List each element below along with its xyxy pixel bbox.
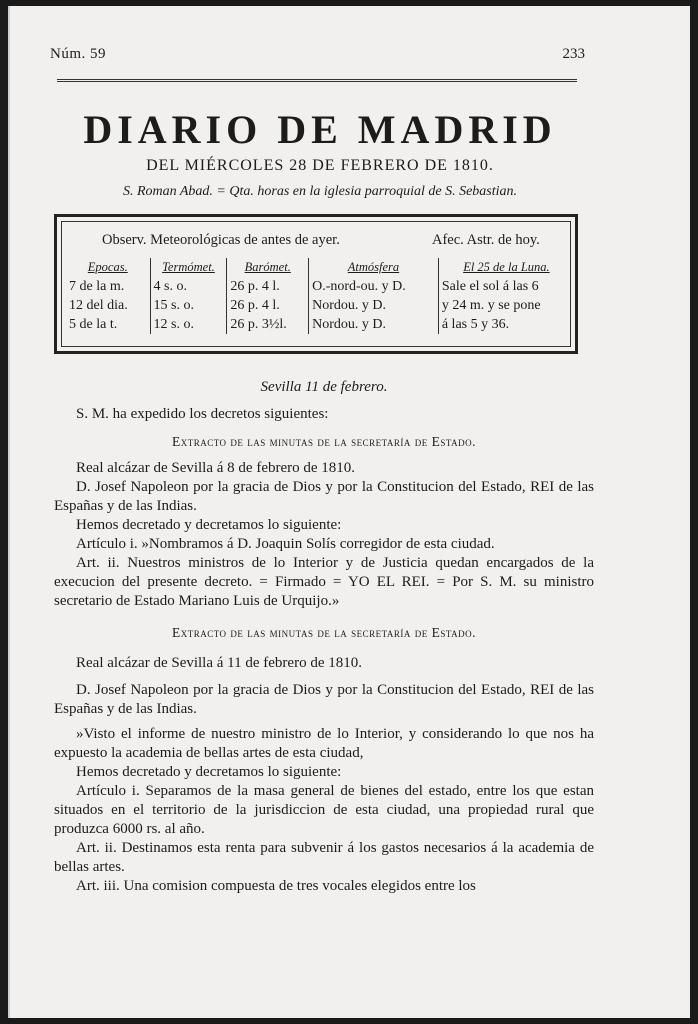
cell: 12 del dia.	[66, 296, 150, 315]
cell: 26 p. 4 l.	[227, 277, 309, 296]
cell: 5 de la t.	[66, 315, 150, 334]
decree1-hemos: Hemos decretado y decretamos lo siguiente:	[76, 517, 342, 533]
col-epocas: Epocas.	[66, 258, 150, 277]
cell: Nordou. y D.	[309, 315, 439, 334]
cell: 15 s. o.	[150, 296, 227, 315]
cell: O.-nord-ou. y D.	[309, 277, 439, 296]
newspaper-page	[8, 6, 690, 1018]
cell: 12 s. o.	[150, 315, 227, 334]
intro-text: S. M. ha expedido los decretos siguientes:	[76, 406, 329, 422]
cell: 26 p. 4 l.	[227, 296, 309, 315]
decree1-king: D. Josef Napoleon por la gracia de Dios y por la Constitucion del Estado, REI de las Españas y de las Indias.	[54, 479, 594, 514]
decree1-article-1: Artículo i. »Nombramos á D. Joaquin Solís corregidor de esta ciudad.	[76, 536, 495, 552]
decree2-visto: »Visto el informe de nuestro ministro de lo Interior, y considerando lo que nos ha expuesto la academia de bellas artes de esta ciudad,	[54, 726, 594, 761]
decree2-article-3: Art. iii. Una comision compuesta de tres vocales elegidos entre los	[76, 878, 476, 894]
col-luna: El 25 de la Luna.	[463, 260, 550, 274]
cell: á las 5 y 36.	[441, 317, 510, 332]
decree1-article-2: Art. ii. Nuestros ministros de lo Interior y de Justicia quedan encargados de la execucion del presente decreto. = Firmado = YO EL REI. = Por S. M. su ministro secretario de Estado Mariano Luis de Urquijo.»	[54, 555, 594, 609]
cell: 7 de la m.	[66, 277, 150, 296]
extract-title-2: Extracto de las minutas de la secretaría de Estado.	[171, 625, 477, 640]
table-row	[66, 296, 574, 315]
cell: 26 p. 3½l.	[227, 315, 309, 334]
cell: Sale el sol á las 6	[441, 279, 539, 294]
decree2-article-2: Art. ii. Destinamos esta renta para subvenir á los gastos necesarios á la academia de bellas artes.	[54, 840, 594, 875]
cell: 4 s. o.	[150, 277, 227, 296]
decree2-hemos: Hemos decretado y decretamos lo siguiente:	[76, 764, 342, 780]
weather-table	[66, 258, 574, 334]
decree2-article-1: Artículo i. Separamos de la masa general de bienes del estado, entre los que estan situados en el territorio de la jurisdiccion de esta ciudad, una propiedad rural que produzca 6000 rs. al año.	[54, 783, 594, 837]
weather-title: Observ. Meteorológicas de antes de ayer.	[102, 232, 340, 248]
astronomy-title: Afec. Astr. de hoy.	[432, 232, 540, 248]
saint-of-day: S. Roman Abad. = Qta. horas en la iglesia parroquial de S. Sebastian.	[122, 184, 518, 199]
table-row	[66, 277, 574, 296]
article-body	[54, 378, 594, 896]
cell: y 24 m. y se pone	[441, 298, 541, 313]
issue-date: DEL MIÉRCOLES 28 DE FEBRERO DE 1810.	[146, 157, 494, 174]
weather-observations-box	[54, 214, 578, 354]
issue-number: Núm. 59	[50, 46, 106, 62]
header-rule	[57, 79, 577, 82]
extract-title-1: Extracto de las minutas de la secretaría de Estado.	[171, 434, 477, 449]
dateline: Sevilla 11 de febrero.	[260, 379, 388, 395]
table-row	[66, 315, 574, 334]
decree2-king: D. Josef Napoleon por la gracia de Dios y por la Constitucion del Estado, REI de las Españas y de las Indias.	[54, 682, 594, 717]
masthead-title: DIARIO DE MADRID	[83, 107, 557, 152]
decree2-place: Real alcázar de Sevilla á 11 de febrero de 1810.	[76, 655, 362, 671]
col-atmosfera: Atmósfera	[309, 258, 439, 277]
weather-box-inner	[61, 221, 571, 347]
weather-table-header	[66, 258, 574, 277]
page-number: 233	[562, 46, 585, 62]
col-barometro: Barómet.	[227, 258, 309, 277]
decree1-place: Real alcázar de Sevilla á 8 de febrero de 1810.	[76, 460, 356, 476]
col-termometro: Termómet.	[150, 258, 227, 277]
cell: Nordou. y D.	[309, 296, 439, 315]
